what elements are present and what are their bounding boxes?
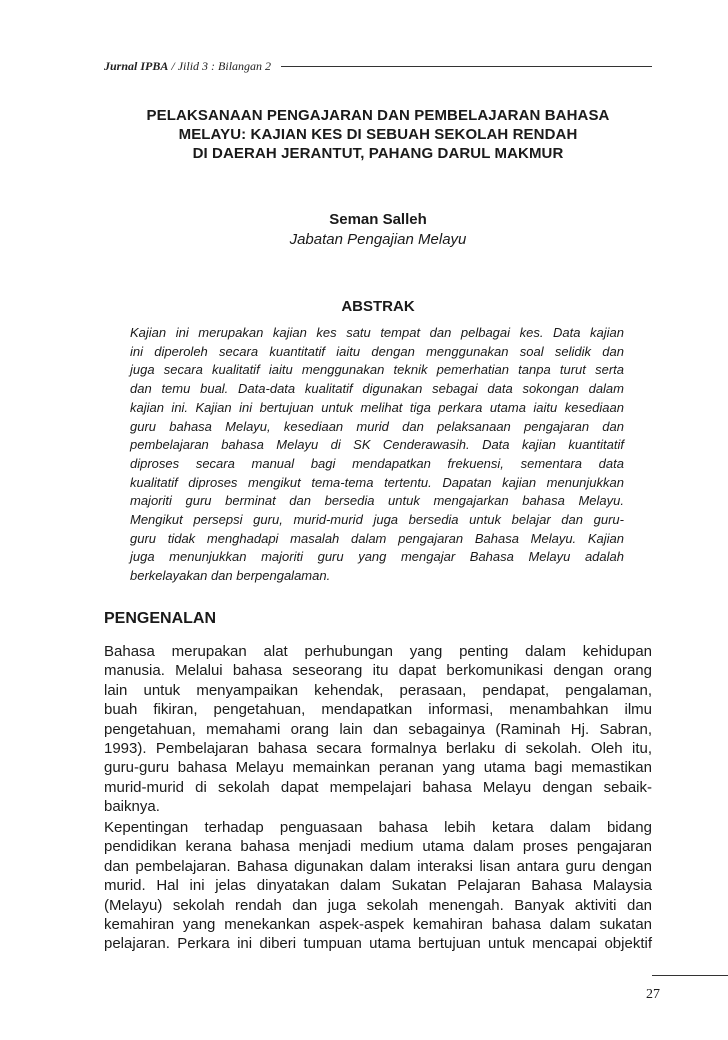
abstract-line: berkelayakan dan berpengalaman.	[130, 568, 331, 584]
paragraph-line: kemahiran yang menekankan aspek-aspek kemahiran bahasa dalam sukatan	[104, 916, 652, 934]
paragraph-line: guru-guru bahasa Melayu memainkan peranan yang utama bagi memastikan	[104, 759, 652, 777]
paragraph-line: 1993). Pembelajaran bahasa secara formalnya berlaku di sekolah. Oleh itu,	[104, 740, 652, 758]
abstract-line: Mengikut persepsi guru, murid-murid juga bersedia untuk belajar dan guru-	[130, 512, 624, 528]
footer-rule	[652, 975, 728, 976]
abstract-line: pembelajaran bahasa Melayu di SK Cenderawasih. Data kajian kuantitatif	[130, 437, 624, 453]
paragraph-line: pendidikan kerana bahasa menjadi medium utama dalam proses pengajaran	[104, 838, 652, 856]
abstract-line: diproses secara manual bagi mendapatkan frekuensi, sementara data	[130, 455, 624, 471]
paragraph-line: lain untuk menyampaikan kehendak, perasaan, pendapat, pengalaman,	[104, 681, 652, 699]
paragraph-line: pelajaran. Perkara ini diberi tumpuan utama bertujuan untuk mencapai objektif	[104, 935, 652, 953]
abstract-line: guru bahasa Melayu, kesediaan murid dan pelaksanaan pengajaran dan	[130, 418, 624, 434]
page-number: 27	[646, 987, 660, 1002]
paragraph-line: dan pembelajaran. Bahasa digunakan dalam interaksi lisan antara guru dengan	[104, 857, 652, 875]
journal-name: Jurnal IPBA	[104, 58, 169, 73]
abstract-line: guru tidak menghadapi masalah dalam pengajaran Bahasa Melayu. Kajian	[130, 530, 624, 546]
paragraph-line: manusia. Melalui bahasa seseorang itu dapat berkomunikasi dengan orang	[104, 662, 652, 680]
title-line: MELAYU: KAJIAN KES DI SEBUAH SEKOLAH RENDAH	[178, 126, 578, 143]
author-name: Seman Salleh	[329, 211, 427, 228]
paragraph-line: murid-murid di sekolah dapat mempelajari bahasa Melayu dengan sebaik-	[104, 778, 652, 796]
paragraph-1	[104, 642, 652, 817]
abstract-line: majoriti guru berminat dan bersedia untuk mengajarkan bahasa Melayu.	[130, 493, 624, 509]
paragraph-line: Kepentingan terhadap penguasaan bahasa lebih ketara dalam bidang	[104, 819, 652, 836]
abstract-line: juga secara kualitatif iaitu menggunakan teknik pemerhatian tanpa turut serta	[130, 362, 624, 378]
paragraph-line: baiknya.	[104, 798, 160, 816]
paragraph-line: (Melayu) sekolah rendah dan juga sekolah menengah. Banyak aktiviti dan	[104, 896, 652, 914]
abstract-line: kualitatif diproses mengikut tema-tema tertentu. Dapatan kajian menunjukkan	[130, 474, 624, 490]
paragraph-2	[104, 818, 652, 954]
journal-issue: Jilid 3 : Bilangan 2	[177, 58, 272, 73]
title-line: PELAKSANAAN PENGAJARAN DAN PEMBELAJARAN BAHASA	[146, 107, 610, 124]
section-heading: PENGENALAN	[104, 610, 217, 627]
abstract-line: ini diperoleh secara kuantitatif iaitu dengan menggunakan soal selidik dan	[130, 343, 624, 359]
paragraph-line: murid. Hal ini jelas dinyatakan dalam Sukatan Pelajaran Bahasa Malaysia	[104, 877, 652, 895]
running-head-separator: /	[168, 58, 178, 73]
abstract-line: Kajian ini merupakan kajian kes satu tempat dan pelbagai kes. Data kajian	[130, 325, 624, 340]
abstract-line: kajian ini. Kajian ini bertujuan untuk melihat tiga perkara utama iaitu kesediaan	[130, 399, 624, 415]
author-affiliation: Jabatan Pengajian Melayu	[289, 231, 467, 248]
title-line: DI DAERAH JERANTUT, PAHANG DARUL MAKMUR	[192, 145, 564, 162]
article-title	[104, 106, 652, 163]
abstract-line: juga menunjukkan majoriti guru yang mengajar Bahasa Melayu adalah	[130, 549, 624, 565]
paragraph-line: Bahasa merupakan alat perhubungan yang penting dalam kehidupan	[104, 643, 652, 660]
running-head	[104, 56, 652, 76]
running-head-rule	[281, 66, 652, 67]
abstract-line: dan temu bual. Data-data kualitatif digunakan sebagai data sokongan dalam	[130, 381, 624, 397]
paragraph-line: pengetahuan, memahami orang lain dan sebagainya (Raminah Hj. Sabran,	[104, 720, 652, 738]
abstract-body	[130, 324, 624, 586]
abstract-heading: ABSTRAK	[341, 298, 415, 315]
paragraph-line: buah fikiran, pengetahuan, mendapatkan informasi, menambahkan ilmu	[104, 701, 652, 719]
